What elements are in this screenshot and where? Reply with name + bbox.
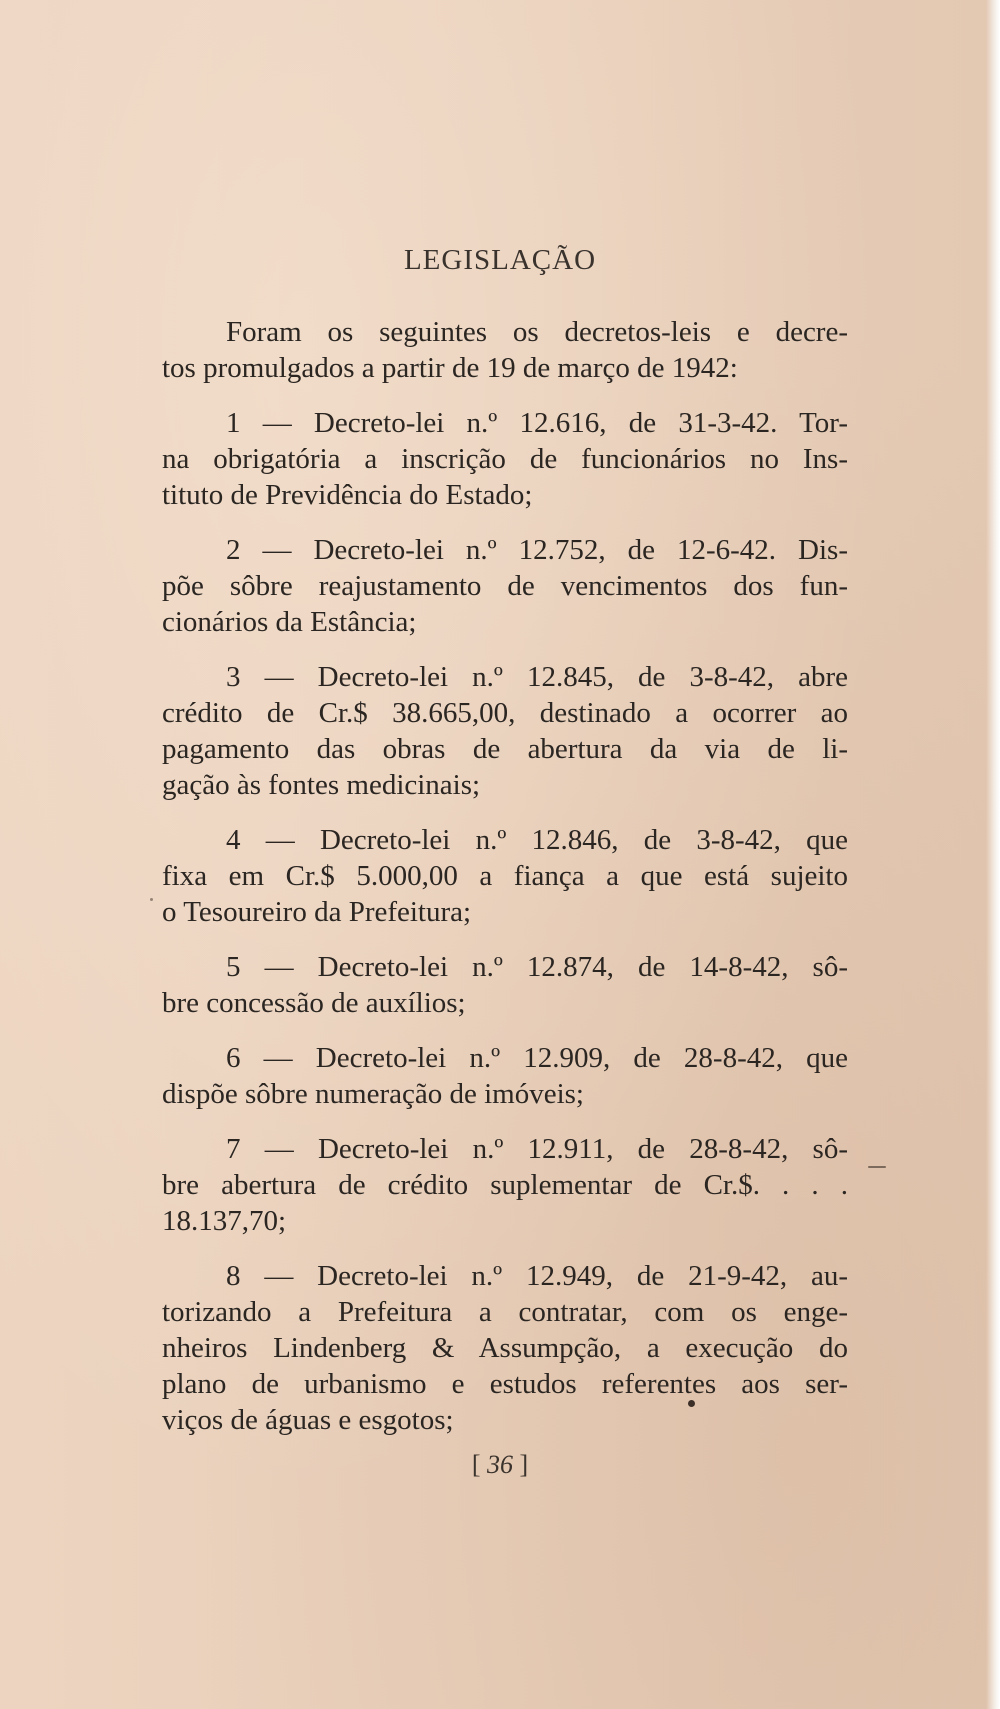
- page-title: LEGISLAÇÃO: [403, 244, 597, 276]
- text-line: tos promulgados a partir de 19 de março de 1942:: [162, 352, 738, 384]
- text-line: crédito de Cr.$ 38.665,00, destinado a ocorrer ao: [162, 697, 848, 729]
- text-line: 6 — Decreto-lei n.º 12.909, de 28-8-42, que: [226, 1042, 848, 1074]
- text-line: bre concessão de auxílios;: [162, 987, 466, 1019]
- text-line: 8 — Decreto-lei n.º 12.949, de 21-9-42, au-: [226, 1260, 848, 1292]
- text-line: fixa em Cr.$ 5.000,00 a fiança a que está sujeito: [162, 860, 848, 892]
- text-line: gação às fontes medicinais;: [162, 769, 481, 801]
- text-line: nheiros Lindenberg & Assumpção, a execução do: [162, 1332, 848, 1364]
- text-line: o Tesoureiro da Prefeitura;: [162, 896, 472, 928]
- intro-paragraph: [162, 314, 848, 386]
- ink-speck: [868, 1166, 886, 1168]
- page-number: [0, 1450, 1000, 1480]
- text-line: tituto de Previdência do Estado;: [162, 479, 533, 511]
- text-line: 18.137,70;: [162, 1205, 287, 1237]
- decree-item-1: [162, 405, 848, 513]
- text-line: dispõe sôbre numeração de imóveis;: [162, 1078, 584, 1110]
- text-line: 5 — Decreto-lei n.º 12.874, de 14-8-42, sô-: [226, 951, 848, 983]
- text-line: põe sôbre reajustamento de vencimentos dos fun-: [162, 570, 848, 602]
- page-number-value: 36: [487, 1450, 513, 1479]
- ink-speck: [150, 898, 153, 901]
- document-body: [162, 314, 848, 1457]
- decree-item-2: [162, 532, 848, 640]
- text-line: Foram os seguintes os decretos-leis e decre-: [226, 316, 848, 348]
- bracket-open: [: [471, 1450, 481, 1479]
- text-line: 2 — Decreto-lei n.º 12.752, de 12-6-42. Dis-: [226, 534, 848, 566]
- text-line: 7 — Decreto-lei n.º 12.911, de 28-8-42, sô-: [226, 1133, 848, 1165]
- text-line: 3 — Decreto-lei n.º 12.845, de 3-8-42, abre: [226, 661, 848, 693]
- ink-speck: [688, 1400, 695, 1407]
- bracket-close: ]: [519, 1450, 529, 1479]
- text-line: 1 — Decreto-lei n.º 12.616, de 31-3-42. Tor-: [226, 407, 848, 439]
- decree-item-5: [162, 949, 848, 1021]
- text-line: pagamento das obras de abertura da via de li-: [162, 733, 848, 765]
- text-line: plano de urbanismo e estudos referentes aos ser-: [162, 1368, 848, 1400]
- text-line: 4 — Decreto-lei n.º 12.846, de 3-8-42, que: [226, 824, 848, 856]
- text-line: cionários da Estância;: [162, 606, 417, 638]
- decree-item-7: [162, 1131, 848, 1239]
- text-line: viços de águas e esgotos;: [162, 1404, 454, 1436]
- decree-item-8: [162, 1258, 848, 1438]
- text-line: torizando a Prefeitura a contratar, com os enge-: [162, 1296, 848, 1328]
- text-line: na obrigatória a inscrição de funcionários no Ins-: [162, 443, 848, 475]
- decree-item-6: [162, 1040, 848, 1112]
- text-line: bre abertura de crédito suplementar de Cr.$. . . .: [162, 1169, 848, 1201]
- decree-item-3: [162, 659, 848, 803]
- decree-item-4: [162, 822, 848, 930]
